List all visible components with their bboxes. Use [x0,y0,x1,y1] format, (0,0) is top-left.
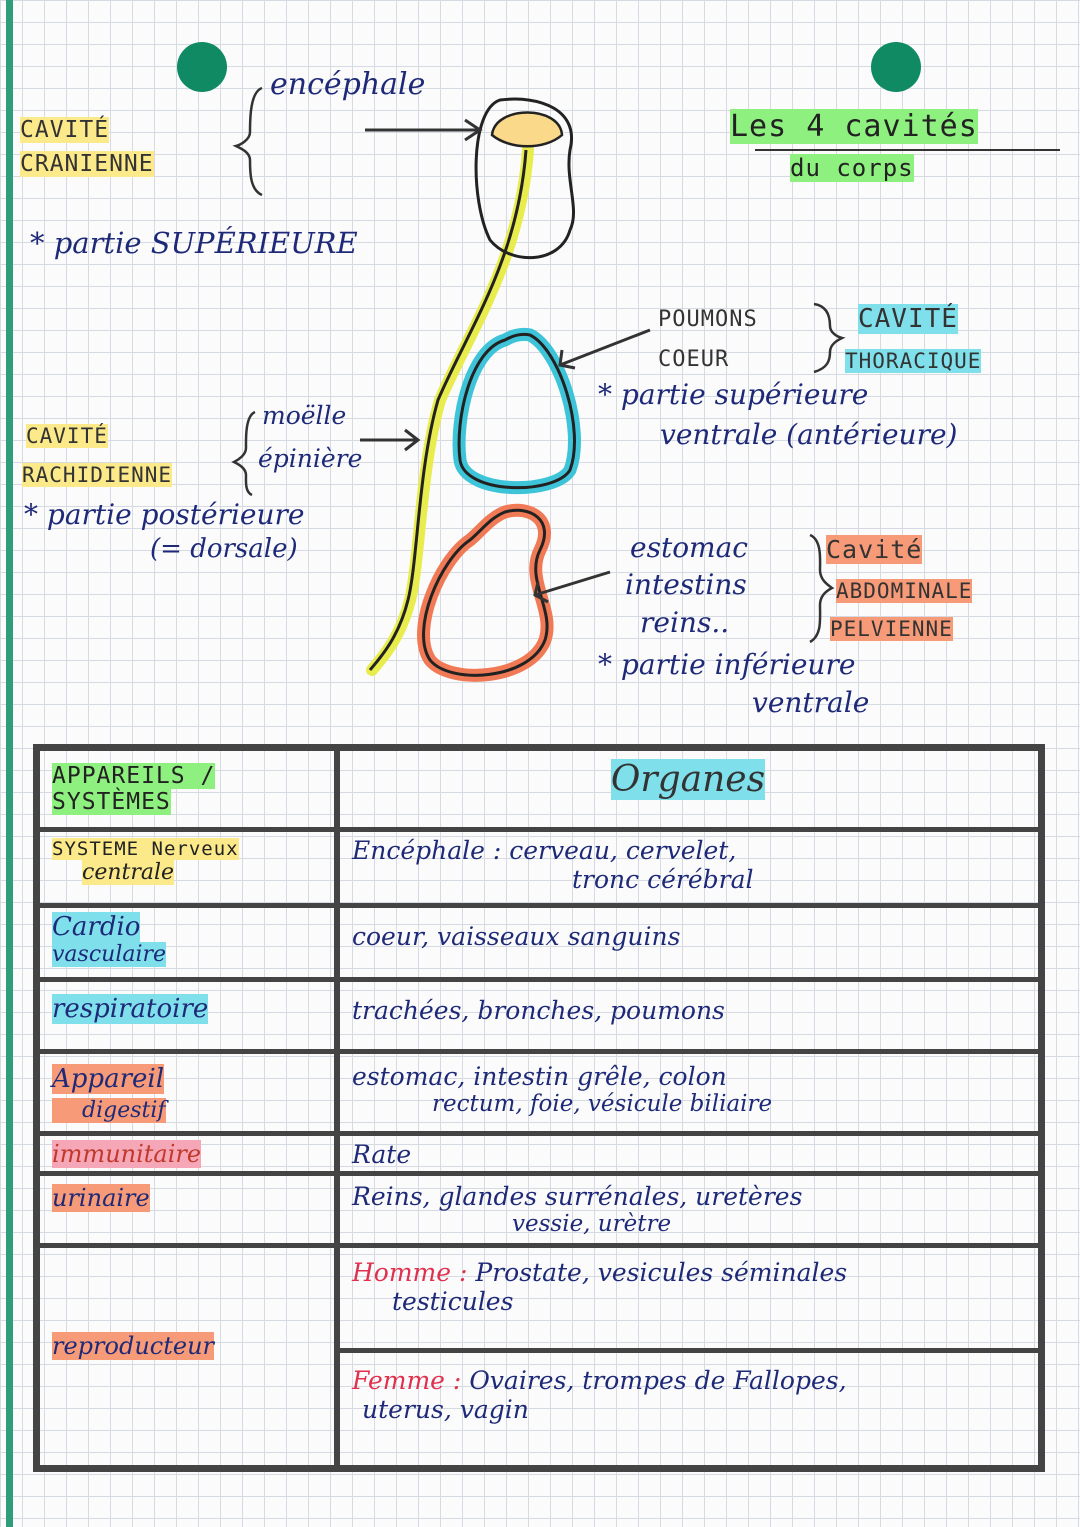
organs-cardio: coeur, vaisseaux sanguins [352,922,681,951]
abdominal-organ-2: intestins [625,568,747,601]
abdominal-organ-1: estomac [630,531,748,564]
abdominal-cavity-highlight [424,510,548,675]
table-row [40,1136,1038,1174]
abdominal-organ-3: reins.. [640,606,730,639]
system-respiratoire: respiratoire [52,994,209,1024]
cranial-cavity-line-2: CRANIENNE [20,151,154,177]
arrow-abdominal [535,572,610,595]
system-nerveux: SYSTEME Nerveux centrale [52,838,239,885]
table-row [40,982,1038,1047]
system-digestif: Appareil digestif [52,1064,166,1123]
header-organs: Organes [610,759,766,800]
abdominal-cavity-line-2: ABDOMINALE [836,579,973,603]
cranial-cavity-line-1: CAVITÉ [20,117,110,143]
organs-immunitaire: Rate [352,1140,412,1169]
title-line-1: Les 4 cavités [730,109,978,144]
table-row [40,908,1038,978]
spinal-position-line-1: * partie postérieure [24,498,305,531]
organs-reproducteur-femme: Femme : Ovaires, trompes de Fallopes, uterus, vagin [352,1366,847,1424]
thoracic-position-line-2: ventrale (antérieure) [660,418,958,451]
system-cardio: Cardio vasculaire [52,912,167,967]
organs-digestif: estomac, intestin grêle, colon rectum, foie, vésicule biliaire [352,1062,773,1117]
organs-respiratoire: trachées, bronches, poumons [352,996,725,1025]
thoracic-organ-1: POUMONS [658,307,758,332]
table-row [40,1176,1038,1246]
abdominal-position-line-1: * partie inférieure [598,648,856,681]
table-row [40,832,1038,902]
arrow-thoracic [560,330,650,365]
thoracic-organ-2: COEUR [658,347,730,372]
thoracic-cavity-line-1: CAVITÉ [858,304,958,334]
spinal-cavity-line-1: CAVITÉ [26,424,108,448]
abdominal-cavity-line-1: Cavité [826,535,923,564]
spinal-cavity-line-2: RACHIDIENNE [22,463,173,487]
cranial-organ-label: encéphale [270,67,426,102]
thoracic-position-line-1: * partie supérieure [598,378,869,411]
system-urinaire: urinaire [52,1184,150,1212]
cranial-position: * partie SUPÉRIEURE [30,226,358,260]
spinal-organ-line-1: moëlle [262,401,347,430]
thoracic-cavity-line-2: THORACIQUE [845,349,982,373]
organs-reproducteur-homme: Homme : Prostate, vesicules séminales testicules [352,1258,848,1316]
table-row [40,1248,1038,1466]
spine-highlight [372,150,528,670]
system-immunitaire: immunitaire [52,1140,202,1168]
systems-organs-table [33,744,1045,1472]
abdominal-cavity-outline [424,510,548,675]
abdominal-position-line-2: ventrale [752,686,870,719]
system-reproducteur: reproducteur [52,1332,214,1360]
header-systems: APPAREILS / SYSTÈMES [52,763,216,815]
table-header-row [40,751,1038,829]
organs-urinaire: Reins, glandes surrénales, uretères vessie, urètre [352,1182,803,1237]
spine-line [370,150,526,670]
spinal-position-line-2: (= dorsale) [150,534,298,564]
abdominal-cavity-line-3: PELVIENNE [830,617,953,641]
arrows [360,120,650,602]
title-line-2: du corps [790,154,914,182]
organs-nerveux: Encéphale : cerveau, cervelet, tronc cérébral [352,836,754,894]
brain-shape [492,113,562,147]
table-row [40,1054,1038,1134]
thoracic-cavity-highlight [459,334,574,487]
spinal-organ-line-2: épinière [258,444,363,473]
